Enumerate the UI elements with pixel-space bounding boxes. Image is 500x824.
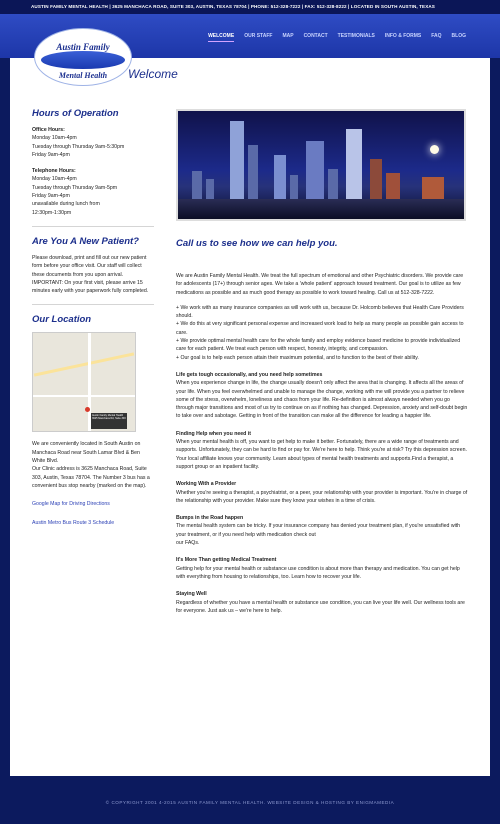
building — [328, 169, 338, 199]
clinic-address-text: Our Clinic address is 3625 Manchaca Road, Suite 303, Austin, Texas 78704. The Number 3 bus has a convenient bus stop nearby (marked on the map). — [32, 466, 150, 489]
new-patient-important: IMPORTANT: On your first visit, please arrive 15 minutes early with your paperwork fully completed. — [32, 279, 149, 295]
faq-link[interactable]: our FAQs. — [176, 540, 200, 547]
callout-heading: Call us to see how we can help you. — [176, 238, 338, 249]
bus-schedule-link[interactable]: Austin Metro Bus Route 3 Schedule — [32, 519, 115, 526]
bullet-item: + We work with as many insurance companies as will work with us, because Dr. Holcomb believes that Health Care Providers should. — [176, 304, 464, 320]
nav-blog[interactable]: BLOG — [451, 33, 466, 39]
section-heading: Bumps in the Road happen — [176, 515, 244, 522]
site-logo[interactable] — [34, 28, 132, 86]
section-text: Whether you're seeing a therapist, a psychiatrist, or a peer, your relationship with your provider is important. You're in charge of the relationship with your provider. Make sure they know your wishes in a time of crisis. — [176, 489, 468, 504]
nav-faq[interactable]: FAQ — [431, 33, 442, 39]
moon — [430, 145, 439, 154]
section-heading: Staying Well — [176, 591, 207, 598]
main-nav — [208, 33, 466, 42]
intro-text: We are Austin Family Mental Health. We treat the full spectrum of emotional and other Psychiatric disorders. We provide care for adolescents (17+) through senior ages. We take a 'whole patient' approach toward treatment. Our goal is to utilize as few medications as possible and as much good therapy as possible to work toward healing. Call us at 512-328-7222. — [176, 273, 464, 296]
logo-line2: Mental Health — [58, 71, 108, 80]
telephone-hours-line: Tuesday through Thursday 9am-5pm — [32, 184, 118, 191]
page-content — [10, 58, 490, 776]
section-text: When your mental health is off, you want to get help to make it better. Fortunately, there are a wide range of treatments and supports. Unfortunately, they can be hard to find or pay for. We're here to help. Think you're at risk? Try this depression screen. Your local affiliate knows your community. Learn about types of mental health treatments and supports.Find a therapist, a support group or an inpatient facility. — [176, 439, 467, 470]
building — [230, 121, 244, 199]
bullet-item: + Our goal is to help each person attain their maximum potential, and to function to the best of their ability. — [176, 354, 419, 361]
telephone-hours — [32, 175, 154, 216]
telephone-hours-line: 12:30pm-1:30pm — [32, 209, 72, 216]
logo-line1: Austin Family — [56, 42, 110, 52]
section-text: Getting help for your mental health or substance use condition is about more than therapy and medication. You can get help with everything from housing to relationships, too. Learn how to recover your life. — [176, 565, 460, 580]
telephone-hours-line: unavailable during lunch from — [32, 201, 100, 208]
austin-skyline-photo — [176, 109, 466, 221]
office-hours-label: Office Hours: — [32, 127, 65, 133]
building — [206, 179, 214, 199]
bullet-item: + We provide optimal mental health care for the whole family and employ evidence based medicine to provide individualized care for each patient. We treat each person with respect, honesty, integrity, and compassion. — [176, 338, 461, 353]
sidebar — [32, 108, 154, 527]
map-road — [34, 353, 134, 377]
map-info-box: Austin Family Mental Health 3625 Manchaca Rd, Suite 303 — [91, 413, 127, 429]
nav-welcome[interactable]: WELCOME — [208, 33, 234, 42]
new-patient-text: Please download, print and fill out our new patient form before your office visit. Our staff will collect these documents from you upon arrival. — [32, 254, 147, 278]
building — [422, 177, 444, 199]
building — [386, 173, 400, 199]
nav-map[interactable]: MAP — [282, 33, 294, 39]
site-header — [0, 14, 500, 80]
bullet-list — [176, 304, 468, 362]
office-hours-line: Tuesday through Thursday 9am-5:30pm — [32, 143, 125, 150]
divider — [32, 226, 154, 227]
section-text: The mental health system can be tricky. If your insurance company has denied your treatment plan, if you're unsatisfied with your treatment, or if you need help with medication check out — [176, 523, 461, 538]
telephone-hours-line: Monday 10am-4pm — [32, 176, 77, 183]
section-heading: Finding Help when you need it — [176, 430, 251, 437]
section-heading: It's More Than getting Medical Treatment — [176, 557, 277, 564]
nav-testimonials[interactable]: TESTIMONIALS — [337, 33, 375, 39]
building — [346, 129, 362, 199]
location-text: We are conveniently located in South Austin on Manchaca Road near South Lamar Blvd & Ben White Blvd. — [32, 441, 141, 465]
section-text: When you experience change in life, the change usually doesn't only affect the area that is changing. It affects all the areas of your life. When you feel overwhelmed and unable to manage the change, working with me will provide you a partner to relieve some of the stress, overwhelm, loneliness and chaos from your life. Re-definition is almost always needed when you go through major transitions and most of us try to continue on as if nothing has changed. Depression, anxiety and self-doubt begin to take over and sabotage. Getting in front of the transition can make all the difference for leading a happier life. — [176, 380, 468, 420]
nav-our-staff[interactable]: OUR STAFF — [244, 33, 273, 39]
nav-contact[interactable]: CONTACT — [303, 33, 328, 39]
office-hours-line: Monday 10am-4pm — [32, 135, 77, 142]
section-heading: Life gets tough occasionally, and you need help sometimes — [176, 371, 323, 378]
telephone-hours-label: Telephone Hours: — [32, 168, 76, 175]
map-road — [33, 395, 135, 397]
hours-title: Hours of Operation — [32, 108, 119, 119]
location-title: Our Location — [32, 314, 92, 326]
building — [306, 141, 324, 199]
driving-directions-link[interactable]: Google Map for Driving Directions — [32, 501, 110, 508]
telephone-hours-line: Friday 9am-4pm — [32, 193, 70, 200]
building — [274, 155, 286, 199]
page-title: Welcome — [128, 67, 178, 81]
divider — [32, 304, 154, 305]
top-info-bar: AUSTIN FAMILY MENTAL HEALTH | 3625 MANCHACA ROAD, SUITE 303, AUSTIN, TEXAS 78704 | PHONE: 512-328-7222 | FAX: 512-328-8222 | LOCATED IN SOUTH AUSTIN, TEXAS — [0, 0, 500, 14]
section-heading: Working With a Provider — [176, 481, 237, 488]
office-hours — [32, 134, 154, 159]
building — [290, 175, 298, 199]
location-map[interactable] — [32, 332, 136, 432]
main-column — [176, 109, 468, 622]
building — [370, 159, 382, 199]
water — [178, 199, 464, 219]
section-text: Regardless of whether you have a mental health or substance use condition, you can live your life well. Our wellness tools are for everyone. Just ask us – we're here to help. — [176, 599, 465, 614]
office-hours-line: Friday 9am-4pm — [32, 151, 70, 158]
site-footer: © COPYRIGHT 2001 4-2015 AUSTIN FAMILY MENTAL HEALTH. WEBSITE DESIGN & HOSTING BY ENIGMAMEDIA — [105, 800, 395, 805]
building — [248, 145, 258, 199]
new-patient-title: Are You A New Patient? — [32, 235, 139, 247]
bullet-item: + We do this at very significant personal expense and increased work load to help as many people as possible gain access to care. — [176, 321, 464, 336]
logo-wave — [41, 51, 125, 69]
building — [192, 171, 202, 199]
nav-info-forms[interactable]: INFO & FORMS — [384, 33, 422, 39]
